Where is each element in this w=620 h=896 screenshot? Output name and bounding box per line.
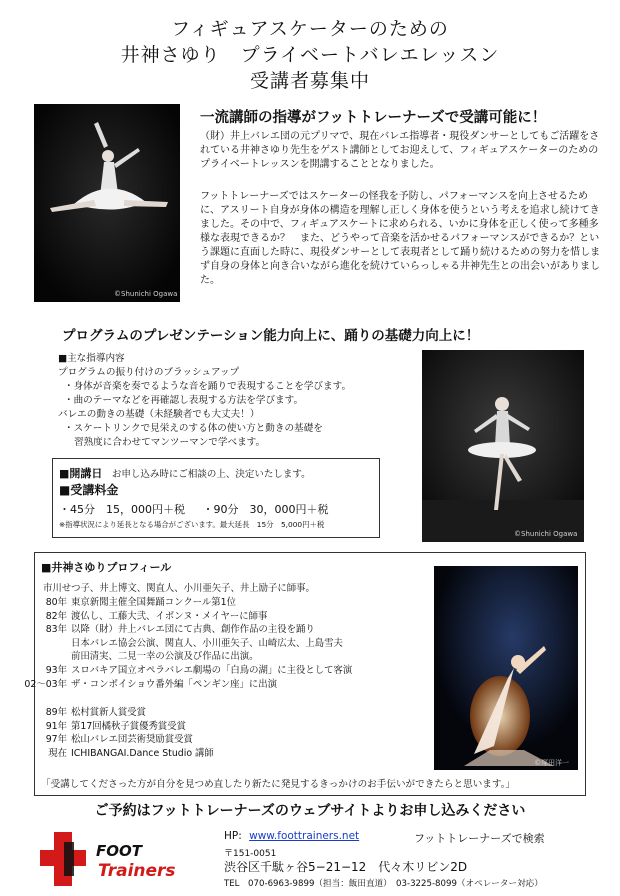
header-line-1: フィギュアスケーターのための — [171, 18, 449, 40]
search-text: フットトレーナーズで検索 — [414, 832, 545, 845]
photo-credit: ©Shunichi Ogawa — [114, 290, 178, 298]
intro-paragraph-2: フットトレーナーズではスケーターの怪我を予防し、パフォーマンスを向上させるために、アスリート自身が身体の構造を理解し正しく身体を使うという考えを追求し続けてきました。その中で、フィギュアスケートに求められる、いかに身体を正しく使って多種多様な表現できるか？ また、どうやって音楽を活かせるパフォーマンスができるか？という課題に直面した時に、現役ダンサーとして表現者として踊り続けるための努力を惜しまず自身の身体と向き合いながら進化を続けていらっしゃる井神先生との出会いがありました。 — [200, 191, 601, 286]
program-bullet-3: ・スケートリンクで見栄えのする体の使い方と動きの基礎を — [64, 423, 323, 434]
dancer-photo-tutu — [422, 350, 584, 542]
profile-row — [41, 707, 146, 719]
profile-year: 93年 — [45, 665, 67, 676]
program-headline: プログラムのプレゼンテーション能力向上に、踊りの基礎力向上に！ — [62, 328, 480, 344]
program-section-title: ■主な指導内容 — [58, 353, 125, 364]
fee-45min: ・45分 15，000円＋税 — [59, 503, 185, 516]
program-bullet-3-cont: 習熟度に合わせてマンツーマンで学べます。 — [74, 437, 266, 448]
program-subheading-2: バレエの動きの基礎（未経験者でも大丈夫！） — [58, 409, 260, 420]
profile-text: 以降（財）井上バレエ団にて古典、創作作品の主役を踊り — [71, 624, 315, 636]
program-bullet-1: ・身体が音楽を奏でるような音を踊りで表現することを学びます。 — [64, 381, 352, 392]
dates-label: ■開講日 — [59, 467, 103, 480]
profile-row — [41, 721, 186, 733]
profile-year: 02～03年 — [24, 678, 67, 690]
profile-row — [41, 734, 193, 746]
svg-text:FOOT: FOOT — [96, 842, 142, 860]
postal-code: 〒151-0051 — [224, 849, 277, 859]
profile-row — [41, 651, 259, 663]
dancer-photo-stage — [434, 566, 578, 770]
photo-credit: ©Shunichi Ogawa — [514, 530, 578, 538]
telephone: TEL 070-6963-9899（担当：飯田直道） 03-3225-8099（オペレーター対応） — [224, 879, 543, 889]
profile-year: 現在 — [48, 747, 67, 759]
foot-trainers-logo — [38, 828, 214, 890]
profile-row — [41, 611, 267, 623]
schedule-fee-box — [52, 458, 380, 538]
profile-text: ザ・コンボイショウ番外編「ペンギン座」に出演 — [71, 678, 277, 690]
profile-text: 日本バレエ協会公演、関直人、小川亜矢子、山崎広太、上島雪夫 — [71, 637, 343, 649]
intro-headline: 一流講師の指導がフットトレーナーズで受講可能に！ — [200, 110, 547, 126]
profile-teachers: 市川せつ子、井上博文、関直人、小川亜矢子、井上励子に師事。 — [43, 583, 315, 594]
profile-year: 82年 — [45, 610, 67, 622]
profile-year: 83年 — [45, 624, 67, 636]
dancer-leap-illustration — [34, 104, 180, 302]
website-link[interactable]: www.foottrainers.net — [249, 830, 360, 842]
profile-text: 松山バレエ団芸術奨励賞受賞 — [71, 734, 193, 746]
profile-text: 第17回橘秋子賞優秀賞受賞 — [71, 720, 187, 732]
photo-credit: ©塚田洋一 — [534, 759, 569, 767]
profile-row — [41, 665, 352, 677]
footer-cta: ご予約はフットトレーナーズのウェブサイトよりお申し込みください — [94, 803, 526, 819]
hp-row — [224, 830, 359, 842]
fee-note: ※指導状況により延長となる場合がございます。最大延長 15分 5,000円＋税 — [59, 520, 325, 529]
profile-quote: 「受講してくださった方が自分を見つめ直したり新たに発見するきっかけのお手伝いができたらと思います。」 — [41, 779, 516, 790]
profile-row — [41, 748, 214, 760]
profile-text: 前田清実、二見一幸の公演及び作品に出演。 — [71, 651, 259, 663]
profile-row — [23, 679, 277, 691]
profile-year: 97年 — [45, 734, 67, 746]
program-bullet-2: ・曲のテーマなどを再確認し表現する方法を学びます。 — [64, 395, 304, 406]
program-subheading-1: プログラムの振り付けのブラッシュアップ — [58, 367, 240, 378]
profile-text: 渡仏し、工藤大弐、イボンヌ・メイヤーに師事 — [71, 610, 268, 622]
dancer-stage-illustration — [434, 566, 578, 770]
dancer-tutu-illustration — [422, 350, 584, 542]
profile-year: 89年 — [45, 707, 67, 718]
profile-text: スロバキア国立オペラバレエ劇場の「白鳥の湖」に主役として客演 — [71, 665, 353, 676]
profile-row — [41, 597, 236, 609]
intro-paragraph-1: （財）井上バレエ団の元プリマで、現在バレエ指導者・現役ダンサーとしてもご活躍をされている井神さゆり先生をゲスト講師としてお迎えして、フィギュアスケーターのためのプライベートレッスンを開講することとなりました。 — [200, 131, 600, 170]
fee-90min: ・90分 30，000円＋税 — [202, 503, 329, 516]
header-line-3: 受講者募集中 — [249, 70, 370, 92]
profile-title: ■井神さゆりプロフィール — [41, 561, 172, 574]
logo-cross-icon — [38, 828, 214, 890]
profile-row — [41, 638, 343, 650]
address: 渋谷区千駄ヶ谷5−21−12 代々木リビン2D — [224, 860, 468, 874]
profile-year: 80年 — [45, 597, 67, 608]
profile-row — [41, 624, 315, 636]
profile-text: 東京新聞主催全国舞踊コンクール第1位 — [71, 597, 236, 608]
dates-row — [59, 465, 311, 481]
hp-label: HP: — [224, 830, 242, 842]
profile-year: 91年 — [45, 720, 67, 732]
fee-row — [59, 501, 329, 517]
dancer-photo-leap — [34, 104, 180, 302]
fee-label: ■受講料金 — [59, 483, 119, 497]
profile-text: 松村賞新人賞受賞 — [71, 707, 147, 718]
header-line-2: 井神さゆり プライベートバレエレッスン — [120, 44, 500, 66]
profile-text: ICHIBANGAI.Dance Studio 講師 — [71, 747, 214, 759]
svg-text:Trainers: Trainers — [98, 861, 176, 881]
dates-text: お申し込み時にご相談の上、決定いたします。 — [111, 469, 311, 480]
